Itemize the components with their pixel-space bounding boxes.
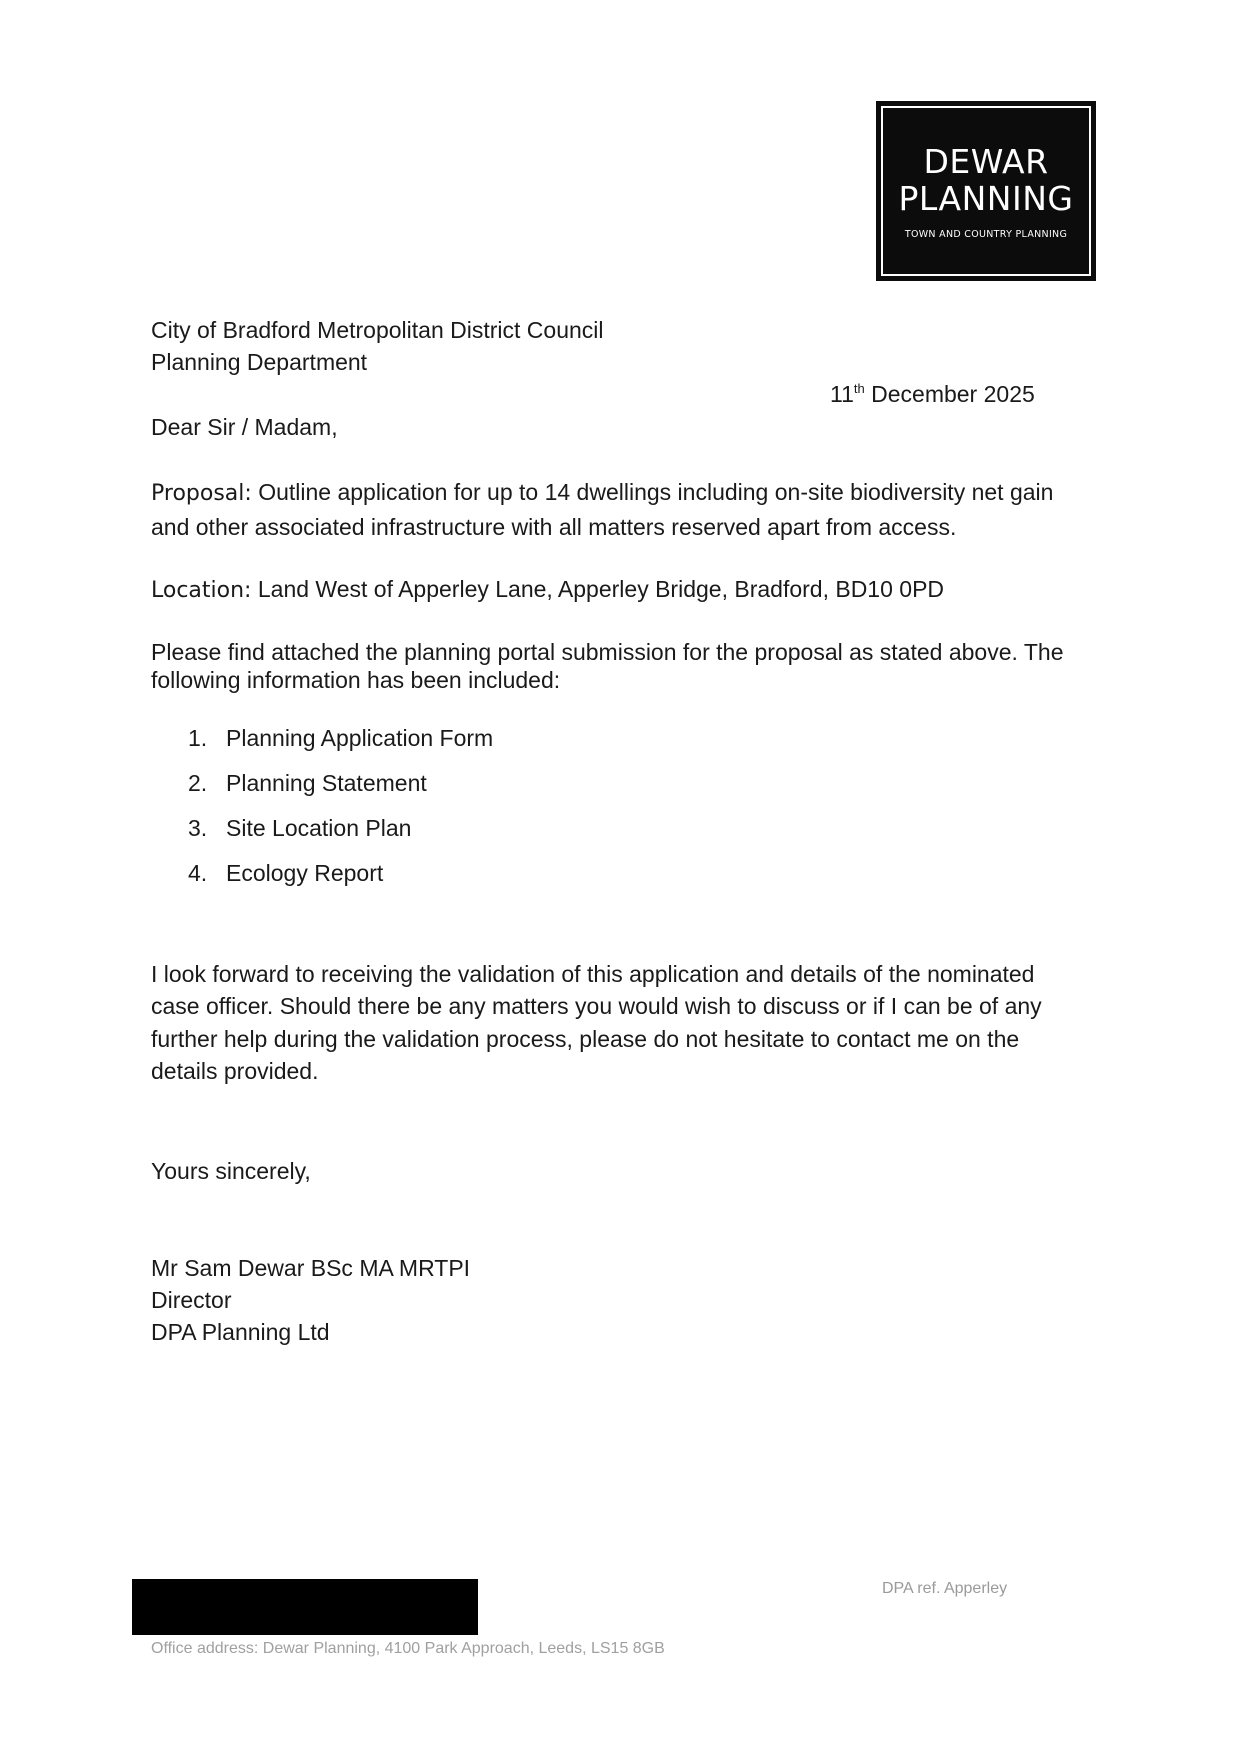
signatory-name: Mr Sam Dewar BSc MA MRTPI — [151, 1255, 471, 1281]
enclosed-documents-list — [151, 722, 493, 902]
date-day: 11 — [830, 381, 854, 407]
list-item-label: Planning Statement — [226, 770, 427, 796]
closing-paragraph: I look forward to receiving the validation of this application and details of the nominated case officer. Should there be any matters you would wish to discuss or if I can be of any further help during the validation process, please do not hesitate to contact me on the details provided. — [151, 961, 1042, 1084]
list-item — [151, 767, 493, 812]
logo-line-dewar: DEWAR — [923, 141, 1049, 181]
footer-office-address: Office address: Dewar Planning, 4100 Park Approach, Leeds, LS15 8GB — [151, 1640, 665, 1657]
proposal-text: Outline application for up to 14 dwellings including on-site biodiversity net gain and other associated infrastructure with all matters reserved apart from access. — [151, 479, 1054, 540]
list-item-number: 2. — [188, 770, 208, 796]
company-logo — [876, 101, 1096, 281]
date-suffix: th — [853, 381, 865, 396]
logo-frame — [881, 106, 1091, 276]
letter-date — [830, 378, 1035, 410]
footer-reference: DPA ref. Apperley — [882, 1580, 1008, 1597]
intro-paragraph: Please find attached the planning portal submission for the proposal as stated above. The following information has been included: — [151, 639, 1064, 693]
list-item-label: Planning Application Form — [226, 725, 494, 751]
recipient-department: Planning Department — [151, 349, 368, 375]
list-item — [151, 812, 493, 857]
sign-off: Yours sincerely, — [151, 1158, 311, 1184]
signatory-title: Director — [151, 1287, 232, 1313]
location-text: Land West of Apperley Lane, Apperley Bridge, Bradford, BD10 0PD — [257, 576, 945, 602]
list-item-label: Site Location Plan — [226, 815, 412, 841]
list-item-number: 4. — [188, 860, 208, 886]
list-item — [151, 857, 493, 902]
proposal-label: Proposal: — [151, 481, 252, 506]
logo-line-planning: PLANNING — [898, 178, 1074, 218]
date-month-year: December 2025 — [864, 381, 1035, 407]
list-item-label: Ecology Report — [226, 860, 384, 886]
redaction-block — [132, 1579, 478, 1635]
salutation: Dear Sir / Madam, — [151, 414, 338, 440]
logo-tagline: TOWN AND COUNTRY PLANNING — [904, 228, 1068, 240]
list-item — [151, 722, 493, 767]
proposal-block — [151, 476, 1081, 543]
recipient-organisation: City of Bradford Metropolitan District Council — [151, 317, 604, 343]
location-block — [151, 573, 944, 607]
list-item-number: 1. — [188, 725, 208, 751]
location-label: Location: — [151, 578, 252, 603]
list-item-number: 3. — [188, 815, 208, 841]
signatory-company: DPA Planning Ltd — [151, 1319, 330, 1345]
